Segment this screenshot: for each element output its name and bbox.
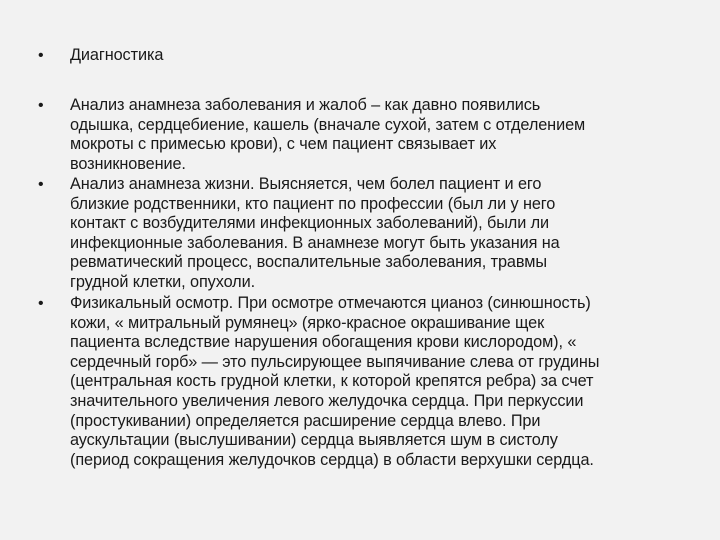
bullet-item-physical-exam	[38, 294, 688, 470]
bullet-marker: •	[38, 295, 44, 312]
bullet-item-anamnesis-life	[38, 175, 688, 293]
bullet-text: Физикальный осмотр. При осмотре отмечаются цианоз (синюшность) кожи, « митральный румянец» (ярко-красное окрашивание щек пациента вследствие нарушения обогащения крови кислородом), « сердечный горб» — это пульсирующее выпячивание слева от грудины (центральная кость грудной клетки, к которой крепятся ребра) за счет значительного увеличения левого желудочка сердца. При перкуссии (простукивании) определяется расширение сердца влево. При аускультации (выслушивании) сердца выявляется шум в систолу (период сокращения желудочков сердца) в области верхушки сердца.	[70, 294, 600, 469]
bullet-text: Анализ анамнеза заболевания и жалоб – как давно появились одышка, сердцебиение, кашель (вначале сухой, затем с отделением мокроты с примесью крови), с чем пациент связывает их возникновение.	[70, 96, 586, 173]
bullet-item-anamnesis-disease	[38, 96, 688, 174]
bullet-marker: •	[38, 47, 44, 64]
bullet-text: Анализ анамнеза жизни. Выясняется, чем болел пациент и его близкие родственники, кто пациент по профессии (был ли у него контакт с возбудителями инфекционных заболеваний), были ли инфекционные заболевания. В анамнезе могут быть указания на ревматический процесс, воспалительные заболевания, травмы грудной клетки, опухоли.	[70, 175, 560, 291]
bullet-marker: •	[38, 97, 44, 114]
slide-heading: Диагностика	[70, 46, 164, 64]
bullet-marker: •	[38, 176, 44, 193]
heading-bullet-item	[38, 46, 688, 66]
